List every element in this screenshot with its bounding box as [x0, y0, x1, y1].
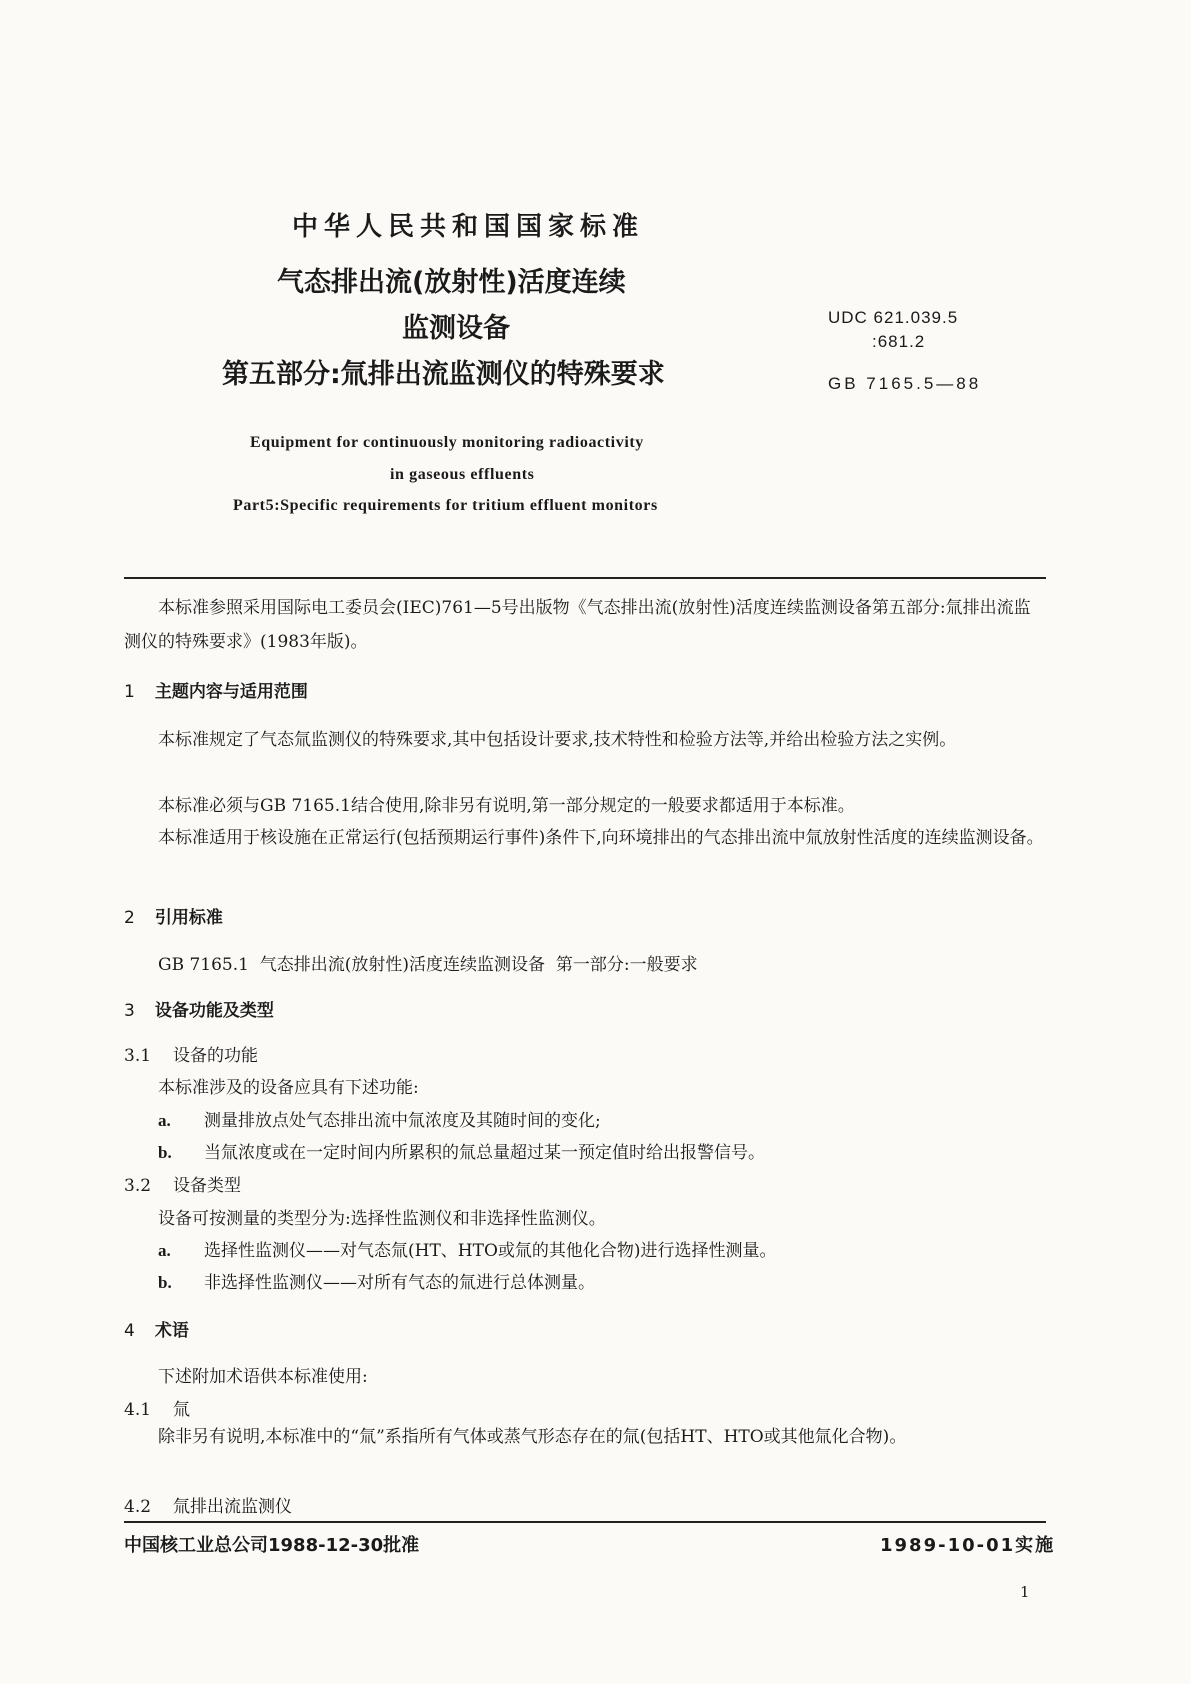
referenced-standard: GB 7165.1 气态排出流(放射性)活度连续监测设备 第一部分:一般要求 — [158, 955, 698, 975]
approval-note: 中国核工业总公司1988-12-30批准 — [124, 1535, 420, 1556]
section-2-number: 2 — [124, 908, 135, 928]
subsection-3-1-heading — [124, 1041, 258, 1066]
subsection-4-2-title: 氚排出流监测仪 — [173, 1497, 293, 1517]
subsection-4-1-text: 除非另有说明,本标准中的“氚”系指所有气体或蒸气形态存在的氚(包括HT、HTO或其他氚化合物)。 — [158, 1427, 907, 1447]
section-2-heading — [124, 903, 223, 928]
title-cn-line-1: 气态排出流(放射性)活度连续 — [277, 267, 626, 298]
udc-code-continuation: :681.2 — [872, 332, 926, 351]
subsection-3-2-title: 设备类型 — [173, 1176, 242, 1196]
subsection-3-2-number: 3.2 — [124, 1176, 152, 1196]
section-2-title: 引用标准 — [154, 908, 223, 928]
subsection-3-1-item-b — [158, 1138, 765, 1163]
intro-text: 本标准参照采用国际电工委员会(IEC)761—5号出版物《气态排出流(放射性)活度连续监测设备第五部分:氚排出流监测仪的特殊要求》(1983年版)。 — [124, 598, 1031, 652]
section-1-paragraph-2 — [124, 789, 1046, 823]
section-1-text-3: 本标准适用于核设施在正常运行(包括预期运行事件)条件下,向环境排出的气态排出流中氚放射性活度的连续监测设备。 — [158, 828, 1044, 848]
item-text: 测量排放点处气态排出流中氚浓度及其随时间的变化; — [204, 1111, 601, 1131]
section-4-number: 4 — [124, 1321, 135, 1341]
title-en-line-2: in gaseous effluents — [390, 466, 535, 483]
subsection-4-1-paragraph — [124, 1420, 1046, 1454]
implementation-date: 1989-10-01实施 — [880, 1535, 1056, 1556]
section-1-text-2: 本标准必须与GB 7165.1结合使用,除非另有说明,第一部分规定的一般要求都适用于本标准。 — [158, 796, 855, 816]
section-1-title: 主题内容与适用范围 — [154, 682, 308, 702]
title-en-line-1: Equipment for continuously monitoring radioactivity — [250, 434, 644, 451]
item-text: 非选择性监测仪——对所有气态的氚进行总体测量。 — [204, 1273, 595, 1293]
subsection-4-2-number: 4.2 — [124, 1497, 152, 1517]
gb-number: GB 7165.5—88 — [828, 374, 982, 393]
item-text: 当氚浓度或在一定时间内所累积的氚总量超过某一预定值时给出报警信号。 — [204, 1143, 765, 1163]
subsection-4-1-heading — [124, 1395, 190, 1420]
udc-code: UDC 621.039.5 — [828, 308, 959, 327]
subsection-3-2-heading — [124, 1171, 241, 1196]
section-1-heading — [124, 677, 308, 702]
section-4-intro: 下述附加术语供本标准使用: — [158, 1367, 368, 1387]
item-label: b. — [158, 1273, 172, 1292]
section-3-number: 3 — [124, 1001, 135, 1021]
section-1-paragraph-1 — [124, 723, 1046, 757]
title-cn-line-2: 监测设备 — [402, 313, 510, 344]
subsection-3-1-item-a — [158, 1106, 601, 1131]
subsection-4-1-number: 4.1 — [124, 1400, 152, 1420]
subsection-3-2-text: 设备可按测量的类型分为:选择性监测仪和非选择性监测仪。 — [158, 1209, 606, 1229]
subsection-3-1-number: 3.1 — [124, 1046, 152, 1066]
subsection-4-2-heading — [124, 1492, 292, 1517]
subsection-3-2-item-b — [158, 1268, 595, 1293]
page-number: 1 — [1020, 1583, 1030, 1601]
section-3-heading — [124, 996, 274, 1021]
item-label: a. — [158, 1241, 171, 1260]
subsection-4-1-title: 氚 — [173, 1400, 191, 1420]
section-1-text-1: 本标准规定了气态氚监测仪的特殊要求,其中包括设计要求,技术特性和检验方法等,并给出检验方法之实例。 — [158, 730, 957, 750]
section-4-heading — [124, 1316, 189, 1341]
section-3-title: 设备功能及类型 — [154, 1001, 274, 1021]
intro-paragraph — [124, 591, 1046, 659]
footer-divider — [124, 1521, 1046, 1523]
section-4-title: 术语 — [154, 1321, 189, 1341]
subsection-3-2-item-a — [158, 1236, 777, 1261]
subsection-3-1-text: 本标准涉及的设备应具有下述功能: — [158, 1078, 419, 1098]
subsection-3-1-title: 设备的功能 — [173, 1046, 259, 1066]
section-1-number: 1 — [124, 682, 135, 702]
section-1-paragraph-3 — [124, 821, 1046, 855]
standard-type-heading: 中华人民共和国国家标准 — [292, 212, 645, 242]
title-cn-line-3: 第五部分:氚排出流监测仪的特殊要求 — [222, 359, 665, 390]
item-label: a. — [158, 1111, 171, 1130]
header-divider — [124, 577, 1046, 579]
item-text: 选择性监测仪——对气态氚(HT、HTO或氚的其他化合物)进行选择性测量。 — [204, 1241, 777, 1261]
item-label: b. — [158, 1143, 172, 1162]
title-en-line-3: Part5:Specific requirements for tritium effluent monitors — [233, 497, 658, 514]
